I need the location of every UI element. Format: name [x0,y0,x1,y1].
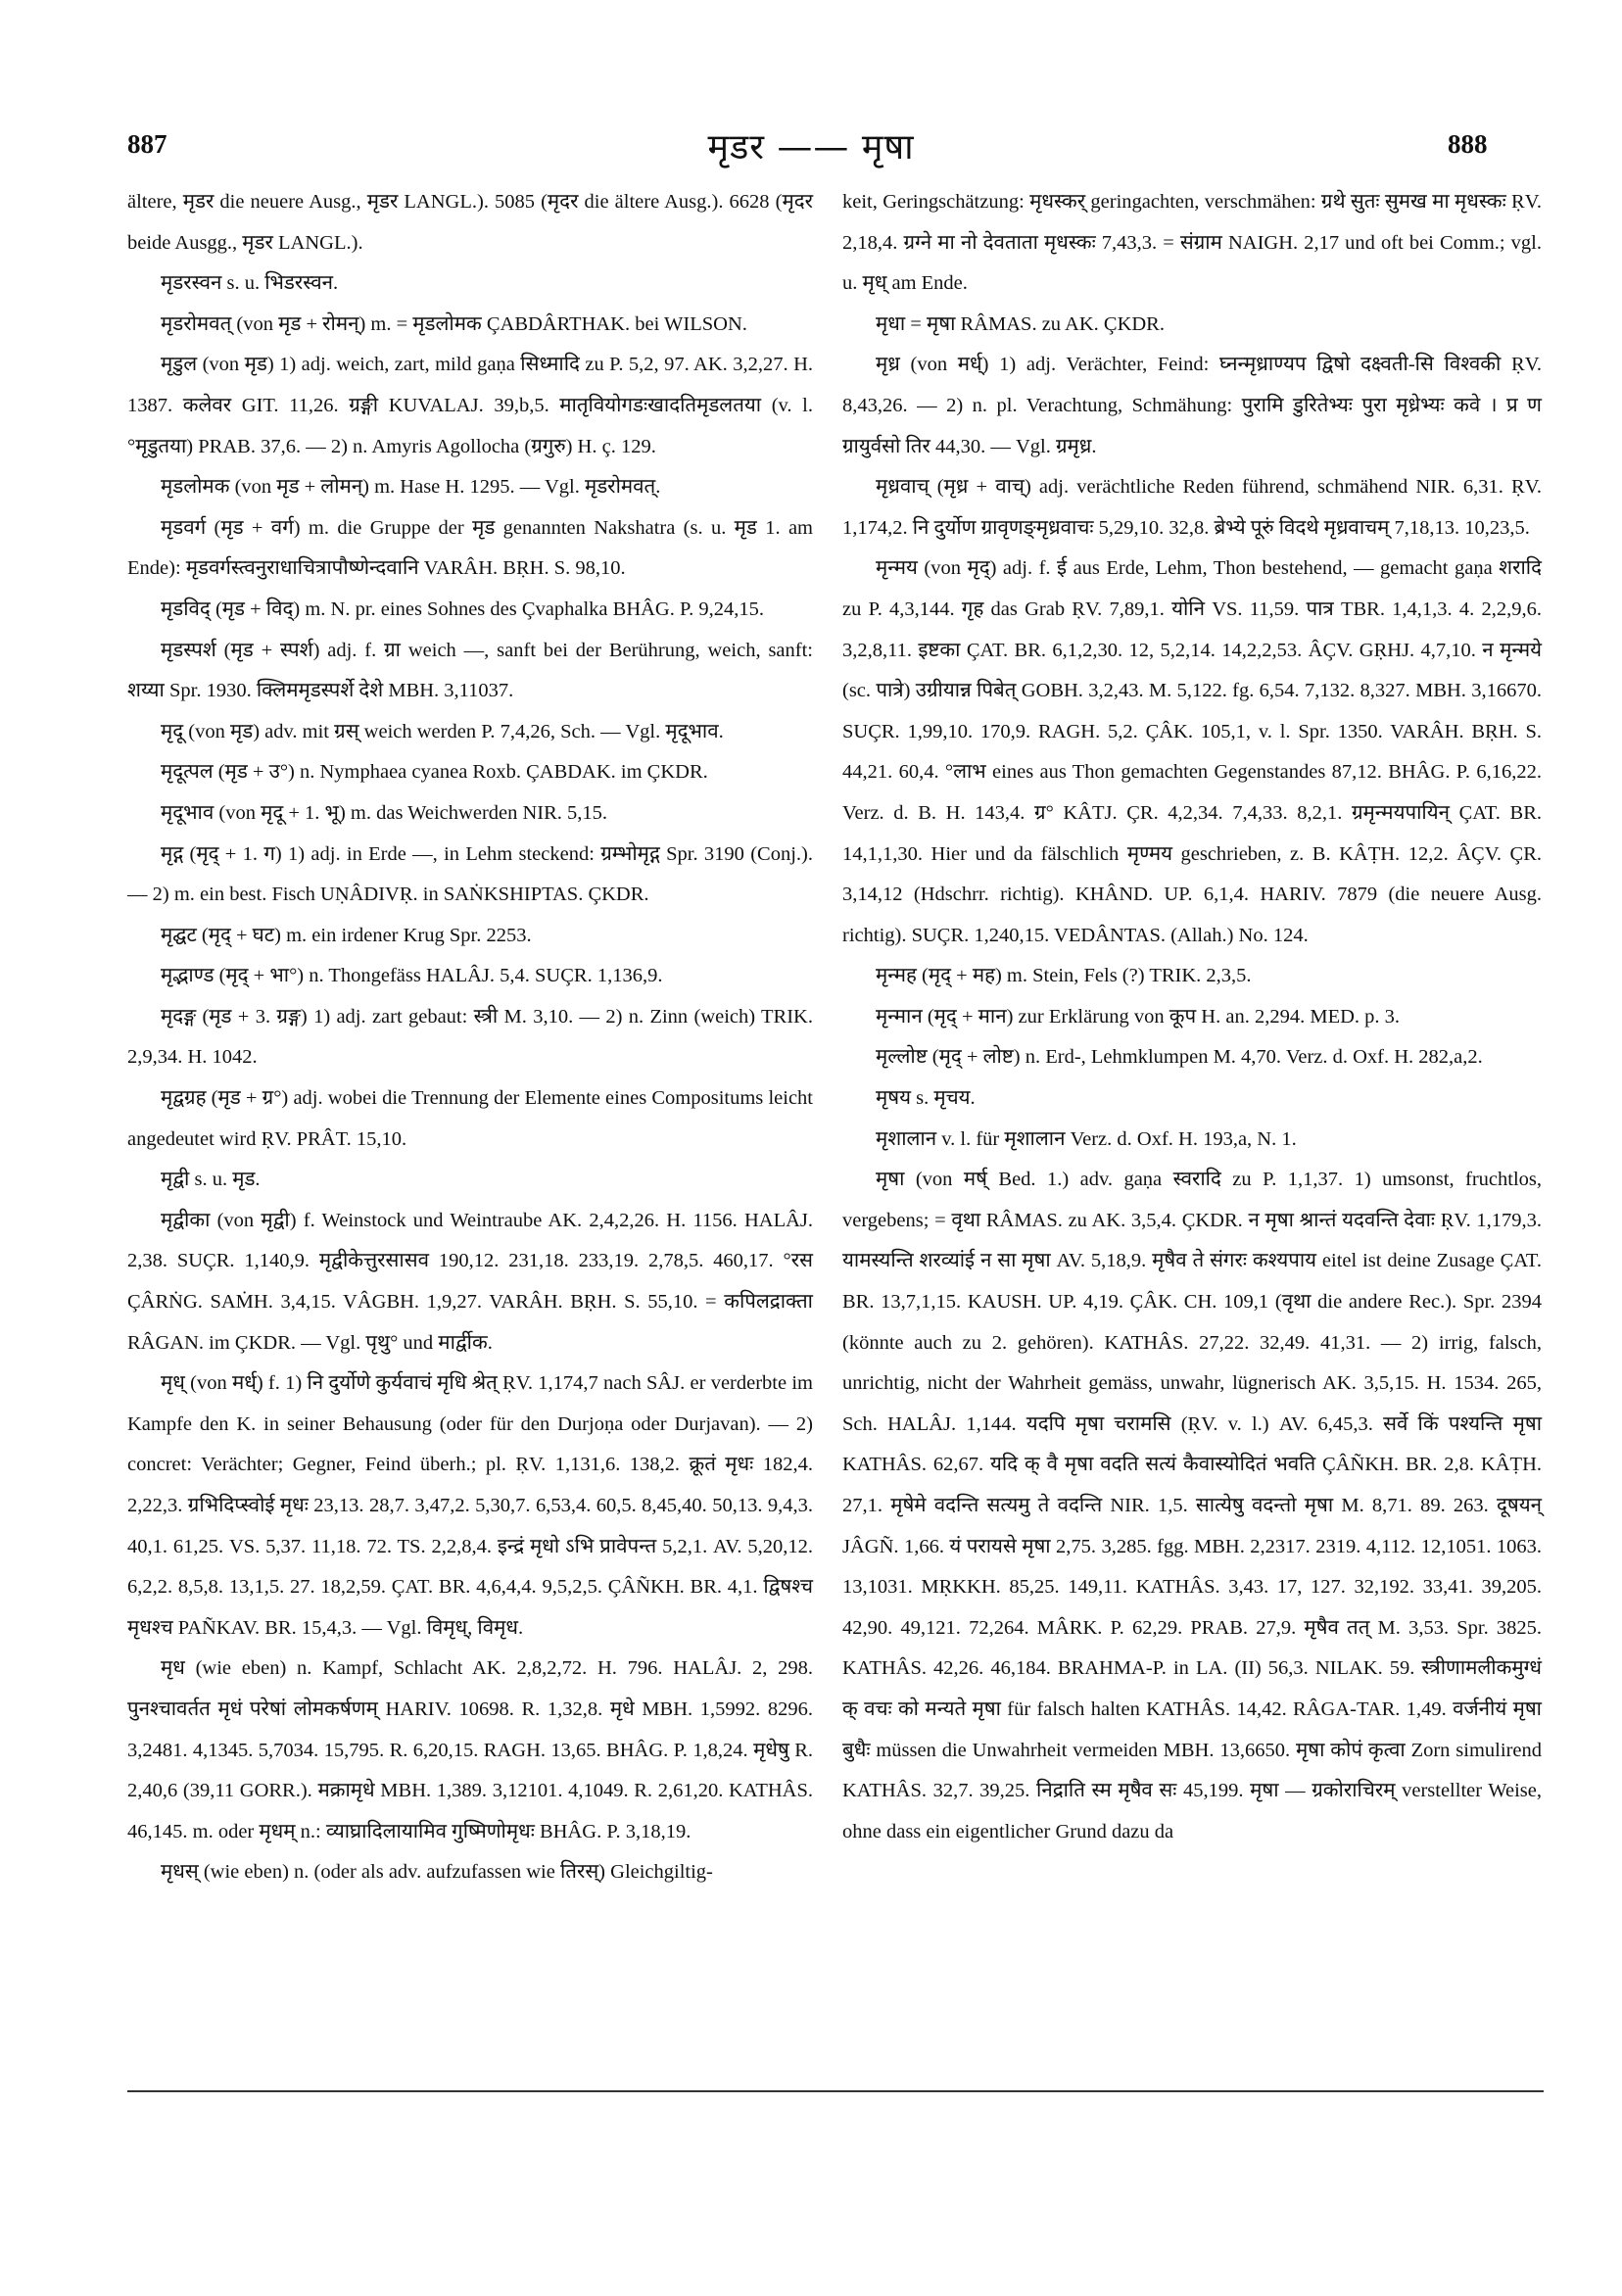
dictionary-entry: मृषा (von मर्ष् Bed. 1.) adv. gaṇa स्वरादि zu P. 1,1,37. 1) umsonst, fruchtlos, vergebens; = वृथा RÂMAS. zu AK. 3,5,4. ÇKDR. न मृषा श्रान्तं यदवन्ति देवाः ṚV. 1,179,3. यामस्यन्ति शरव्यांई न सा मृषा AV. 5,18,9. मृषैव ते संगरः कश्यपाय eitel ist deine Zusage ÇAT. BR. 13,7,1,15. KAUSH. UP. 4,19. ÇÂK. CH. 109,1 (वृथा die andere Rec.). Spr. 2394 (könnte auch zu 2. gehören). KATHÂS. 27,22. 32,49. 41,31. — 2) irrig, falsch, unrichtig, nicht der Wahrheit gemäss, unwahr, lügnerisch AK. 3,5,15. H. 1534. 265, Sch. HALÂJ. 1,144. यदपि मृषा चरामसि (ṚV. v. l.) AV. 6,45,3. सर्वे किं पश्यन्ति मृषा KATHÂS. 62,67. यदि क् वै मृषा वदति सत्यं कैवास्योदितं भवति ÇÂÑKH. BR. 2,8. KÂṬH. 27,1. मृषेमे वदन्ति सत्यमु ते वदन्ति NIR. 1,5. सात्येषु वदन्तो मृषा M. 8,71. 89. 263. दूषयन् JÂGÑ. 1,66. यं परायसे मृषा 2,75. 3,285. fgg. MBH. 2,2317. 2319. 4,112. 12,1051. 1063. 13,1031. MṚKKH. 85,25. 149,11. KATHÂS. 3,43. 17, 127. 32,192. 33,41. 39,205. 42,90. 49,121. 72,264. MÂRK. P. 62,29. PRAB. 27,9. मृषैव तत् M. 3,53. Spr. 3825. KATHÂS. 42,26. 46,184. BRAHMA-P. in LA. (II) 56,3. NILAK. 59. स्त्रीणामलीकमुग्धं क् वचः को मन्यते मृषा für falsch halten KATHÂS. 14,42. RÂGA-TAR. 1,49. वर्जनीयं मृषा बुधैः müssen die Unwahrheit vermeiden MBH. 13,6650. मृषा कोपं कृत्वा Zorn simulirend KATHÂS. 32,7. 39,25. निद्राति स्म मृषैव सः 45,199. मृषा — ग्रकोराचिरम् verstellter Weise, ohne dass ein eigentlicher Grund dazu da [842,1169,1542,1842]
dictionary-entry: मृडरोमवत् (von मृड + रोमन्) m. = मृडलोमक ÇABDÂRTHAK. bei WILSON. [161,312,747,335]
dictionary-entry: मृद्वीका (von मृद्वी) f. Weinstock und Weintraube AK. 2,4,2,26. H. 1156. HALÂJ. 2,38. SUÇR. 1,140,9. मृद्वीकेत्तुरसासव 190,12. 231,18. 233,19. 2,78,5. 460,17. °रस ÇÂRṄG. SAṀH. 3,4,15. VÂGBH. 1,9,27. VARÂH. BṚH. S. 55,10. = कपिलद्राक्ता RÂGAN. im ÇKDR. — Vgl. पृथु° und मार्द्वीक. [127,1209,813,1354]
dictionary-entry: मृधस् (wie eben) n. (oder als adv. aufzufassen wie तिरस्) Gleichgiltig- [161,1861,713,1884]
dictionary-entry: मृध्र (von मर्ध्) 1) adj. Verächter, Feind: घ्नन्मृध्राण्यप द्विषो दक्ष्वती-सि विश्वकी ṚV. 8,43,26. — 2) n. pl. Verachtung, Schmähung: पुरामि डुरितेभ्यः पुरा मृध्रेभ्यः कवे । प्र ण ग्रायुर्वसो तिर 44,30. — Vgl. ग्रमृध्र. [842,354,1542,457]
dictionary-entry: मृद्वी s. u. मृड. [161,1169,261,1191]
left-column [127,182,813,1893]
page-number-right: 888 [1448,129,1488,159]
dictionary-entry: मृशालान v. l. für मृशालान Verz. d. Oxf. H. 193,a, N. 1. [876,1127,1297,1150]
dictionary-entry: मृन्मान (मृद् + मान) zur Erklärung von कूप H. an. 2,294. MED. p. 3. [876,1005,1401,1028]
dictionary-entry: मृदूभाव (von मृदू + 1. भू) m. das Weichwerden NIR. 5,15. [161,801,608,824]
running-head: मृडर —— मृषा [707,127,915,167]
dictionary-entry: मृडवर्ग (मृड + वर्ग) m. die Gruppe der मृड genannten Nakshatra (s. u. मृड 1. am Ende): मृडवर्गस्त्वनुराधाचित्रापौष्णेन्दवानि VARÂH. BṚH. S. 98,10. [127,516,813,580]
dictionary-entry: मृधा = मृषा RÂMAS. zu AK. ÇKDR. [876,312,1165,335]
dictionary-entry: मृन्मय (von मृद्) adj. f. ई aus Erde, Lehm, Thon bestehend, — gemacht gaṇa शरादि zu P. 4,3,144. गृह das Grab ṚV. 7,89,1. योनि VS. 11,59. पात्र TBR. 1,4,1,3. 4. 2,2,9,6. 3,2,8,11. इष्टका ÇAT. BR. 6,1,2,30. 12, 5,2,14. 14,2,2,53. ÂÇV. GṚHJ. 4,7,10. न मृन्मये (sc. पात्रे) उग्रीयान्न पिबेत् GOBH. 3,2,43. M. 5,122. fg. 6,54. 7,132. 8,327. MBH. 3,16670. SUÇR. 1,99,10. 170,9. RAGH. 5,2. ÇÂK. 105,1, v. l. Spr. 1350. VARÂH. BṚH. S. 44,21. 60,4. °लाभ eines aus Thon gemachten Gegenstandes 87,12. BHÂG. P. 6,16,22. Verz. d. B. H. 143,4. ग्र° KÂTJ. ÇR. 4,2,34. 7,4,33. 8,2,1. ग्रमृन्मयपायिन् ÇAT. BR. 14,1,1,30. Hier und da fälschlich मृण्मय geschrieben, z. B. KÂṬH. 12,2. ÂÇV. ÇR. 3,14,12 (Hdschrr. richtig). KHÂND. UP. 6,1,4. HARIV. 7879 (die neuere Ausg. richtig). SUÇR. 1,240,15. VEDÂNTAS. (Allah.) No. 124. [842,557,1542,946]
dictionary-entry: मृध्रवाच् (मृध्र + वाच्) adj. verächtliche Reden führend, schmähend NIR. 6,31. ṚV. 1,174,2. नि दुर्योण ग्रावृणङ्मृध्रवाचः 5,29,10. 32,8. ब्रेभ्ये पूरुं विदथे मृध्रवाचम् 7,18,13. 10,23,5. [842,476,1542,539]
dictionary-entry: मृडविद् (मृड + विद्) m. N. pr. eines Sohnes des Çvaphalka BHÂG. P. 9,24,15. [161,598,764,620]
dictionary-entry: मृदू (von मृड) adv. mit ग्रस् weich werden P. 7,4,26, Sch. — Vgl. मृदूभाव. [161,720,724,742]
dictionary-entry: मृदूत्पल (मृड + उ°) n. Nymphaea cyanea Roxb. ÇABDAK. im ÇKDR. [161,761,708,784]
right-column [842,182,1542,1852]
dictionary-entry: मृल्लोष्ट (मृद् + लोष्ट) n. Erd-, Lehmklumpen M. 4,70. Verz. d. Oxf. H. 282,a,2. [876,1046,1483,1069]
dictionary-entry: मृषय s. मृचय. [876,1087,976,1110]
dictionary-entry: मृद्घट (मृद् + घट) m. ein irdener Krug Spr. 2253. [161,924,532,946]
dictionary-entry-continuation: ältere, मृडर die neuere Ausg., मृडर LANGL.). 5085 (मृदर die ältere Ausg.). 6628 (मृदर beide Ausgg., मृडर LANGL.). [127,191,813,254]
dictionary-entry: मृडलोमक (von मृड + लोमन्) m. Hase H. 1295. — Vgl. मृडरोमवत्. [161,476,661,499]
dictionary-entry: मृध (wie eben) n. Kampf, Schlacht AK. 2,8,2,72. H. 796. HALÂJ. 2, 298. पुनश्चावर्तत मृधं परेषां लोमकर्षणम् HARIV. 10698. R. 1,32,8. मृधे MBH. 1,5992. 8296. 3,2481. 4,1345. 5,7034. 15,795. R. 6,20,15. RAGH. 13,65. BHÂG. P. 1,8,24. मृधेषु R. 2,40,6 (39,11 GORR.). मक्रामृधे MBH. 1,389. 3,12101. 4,1049. R. 2,61,20. KATHÂS. 46,145. m. oder मृधम् n.: व्याघ्रादिलायामिव गुष्मिणोमृधः BHÂG. P. 3,18,19. [127,1657,813,1842]
dictionary-entry: मृडस्पर्श (मृड + स्पर्श) adj. f. ग्रा weich —, sanft bei der Berührung, weich, sanft: शय्या Spr. 1930. क्लिममृडस्पर्शे देशे MBH. 3,11037. [127,639,813,702]
bottom-rule [127,2090,1544,2092]
dictionary-entry: मृद्ग (मृद् + 1. ग) 1) adj. in Erde —, in Lehm steckend: ग्रम्भोमृद्ग Spr. 3190 (Conj.). — 2) m. ein best. Fisch UṆÂDIVṚ. in SAṄKSHIPTAS. ÇKDR. [127,842,813,906]
dictionary-entry: मृध् (von मर्ध्) f. 1) नि दुर्योणे कुर्यवाचं मृधि श्रेत् ṚV. 1,174,7 nach SÂJ. er verderbte im Kampfe den K. in seiner Behausung (oder für den Durjoṇa oder Durjavan). — 2) concret: Verächter; Gegner, Feind überh.; pl. ṚV. 1,131,6. 138,2. क्रूतं मृधः 182,4. 2,22,3. ग्रभिदिप्स्वोई मृधः 23,13. 28,7. 3,47,2. 5,30,7. 6,53,4. 60,5. 8,45,40. 50,13. 9,4,3. 40,1. 61,25. VS. 5,37. 11,18. 72. TS. 2,2,8,4. इन्द्रं मृधो ऽभि प्रावेपन्त 5,2,1. AV. 5,20,12. 6,2,2. 8,5,8. 13,1,5. 27. 18,2,59. ÇAT. BR. 4,6,4,4. 9,5,2,5. ÇÂÑKH. BR. 4,1. द्विषश्च मृधश्च PAÑKAV. BR. 15,4,3. — Vgl. विमृध्, विमृध. [127,1372,813,1639]
dictionary-entry: मृद्वग्रह (मृड + ग्र°) adj. wobei die Trennung der Elemente eines Compositums leicht angedeutet wird ṚV. PRÂT. 15,10. [127,1087,813,1150]
dictionary-entry: मृदङ्ग (मृड + 3. ग्रङ्ग) 1) adj. zart gebaut: स्त्री M. 3,10. — 2) n. Zinn (weich) TRIK. 2,9,34. H. 1042. [127,1005,813,1069]
dictionary-entry: मृन्मह (मृद् + मह) m. Stein, Fels (?) TRIK. 2,3,5. [876,965,1252,987]
dictionary-entry: मृडरस्वन s. u. भिडरस्वन. [161,272,339,295]
dictionary-entry: मृद्भाण्ड (मृद् + भा°) n. Thongefäss HALÂJ. 5,4. SUÇR. 1,136,9. [161,965,663,987]
page-number-left: 887 [127,129,167,159]
dictionary-entry-continuation: keit, Geringschätzung: मृधस्कर् geringachten, verschmähen: ग्रथे सुतः सुमख मा मृधस्कः ṚV. 2,18,4. ग्रग्ने मा नो देवताता मृधस्कः 7,43,3. = संग्राम NAIGH. 2,17 und oft bei Comm.; vgl. u. मृध् am Ende. [842,191,1542,295]
dictionary-entry: मृडुल (von मृड) 1) adj. weich, zart, mild gaṇa सिध्मादि zu P. 5,2, 97. AK. 3,2,27. H. 1387. कलेवर GIT. 11,26. ग्रङ्गी KUVALAJ. 39,b,5. मातृवियोगडःखादतिमृडलतया (v. l. °मृडुतया) PRAB. 37,6. — 2) n. Amyris Agollocha (ग्रगुरु) H. ç. 129. [127,354,813,457]
